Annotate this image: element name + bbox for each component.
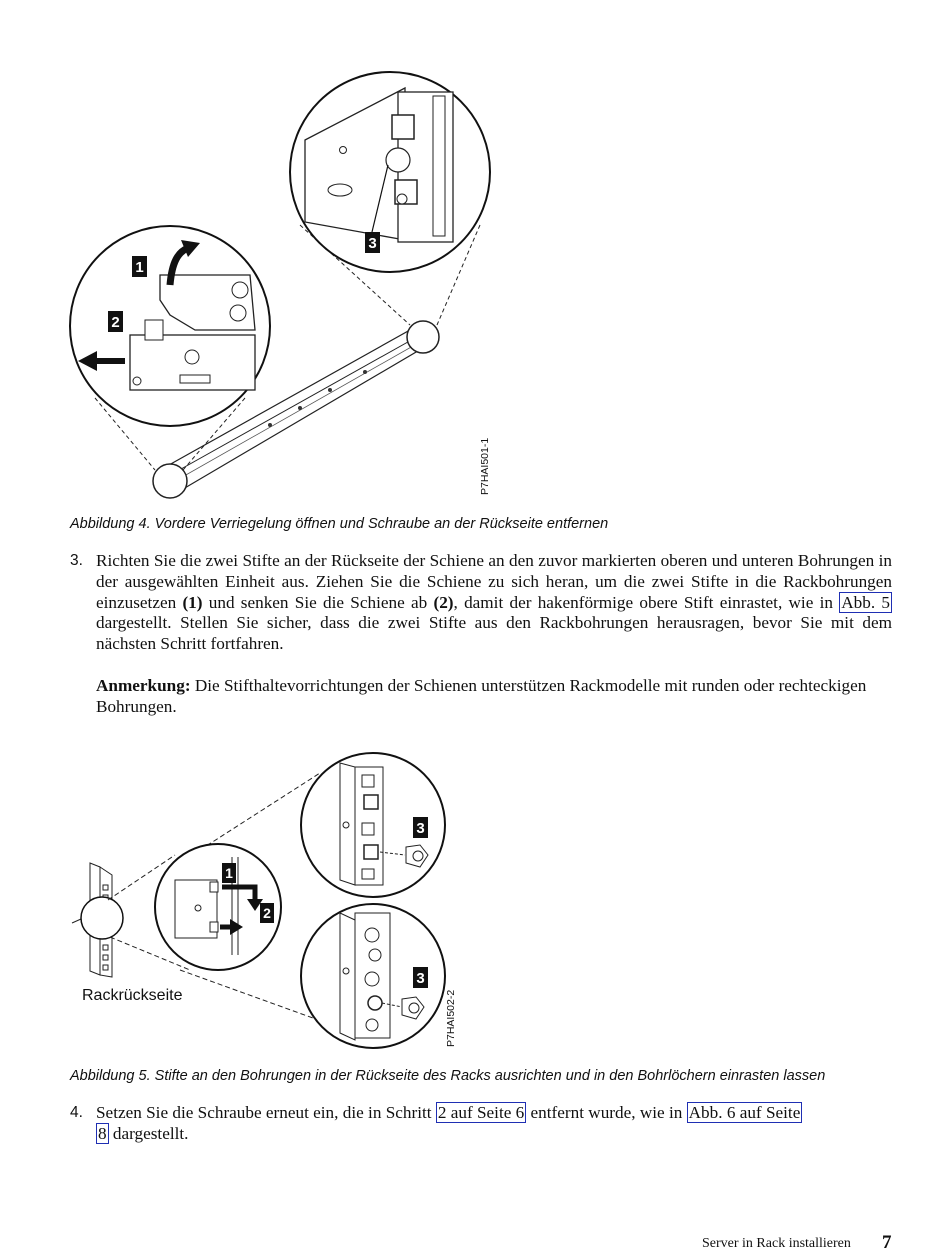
note-label: Anmerkung: [96,676,191,695]
step-4-text-part: entfernt wurde, wie in [526,1103,687,1122]
step-3-bold-2: (2) [433,592,454,612]
link-figure-6-page-8[interactable]: Abb. 6 auf Seite [688,1103,801,1122]
step-3-text [96,551,892,655]
page-number: 7 [882,1232,892,1253]
zoom-circle-front-latch [70,226,270,426]
figure-5-illustration [0,745,950,1060]
note-text: Die Stifthaltevorrichtungen der Schienen unterstützen Rackmodelle mit runden oder rechteckigen Bohrungen. [96,676,867,716]
footer-section-title: Server in Rack installieren [702,1236,851,1251]
callout-2-label [108,311,123,332]
svg-text:2: 2 [263,905,271,921]
callout-3-label-upper [413,817,428,838]
svg-text:2: 2 [111,314,120,331]
note [96,676,886,718]
step-3-text-part: Richten Sie die zwei Stifte an der Rückseite der Schiene an den zuvor markierten oberen und unteren Bohrungen in der ausgewählten Einheit aus. Ziehen Sie die Schiene zu sich heran, um die zwei Stifte in die Rackbohrungen einzusetzen [96,551,892,612]
link-figure-5[interactable]: Abb. 5 [841,592,890,612]
figure-4-illustration [0,0,950,510]
link-figure-6-page-8-cont[interactable]: 8 [98,1123,107,1143]
figure-5-caption: Abbildung 5. Stifte an den Bohrungen in der Rückseite des Racks ausrichten und in den Bohrlöchern einrasten lassen [70,1068,826,1084]
figure-4-caption: Abbildung 4. Vordere Verriegelung öffnen und Schraube an der Rückseite entfernen [70,516,609,532]
step-3-number: 3. [70,552,83,569]
step-3-bold-1: (1) [182,592,203,612]
step-3-text-part: dargestellt. Stellen Sie sicher, dass die zwei Stifte aus den Rackbohrungen herausragen, bevor Sie mit dem nächsten Schritt fortfahren. [96,613,892,654]
callout-3-label-lower [413,967,428,988]
zoom-circle-rear-small [407,321,439,353]
svg-text:3: 3 [368,235,377,252]
rack-rear-label: Rackrückseite [82,987,183,1004]
callout-3-label [365,232,380,253]
figure-4-id: P7HAI501-1 [479,437,491,495]
step-3-text-part: , damit der hakenförmige obere Stift einrastet, wie in [453,592,840,612]
callout-1-label [132,256,147,277]
svg-text:3: 3 [416,820,425,837]
callout-1-label [222,863,236,883]
step-4-text-part: Setzen Sie die Schraube erneut ein, die in Schritt [96,1103,436,1122]
figure-5-id: P7HAI502-2 [445,989,457,1047]
step-4-number: 4. [70,1104,83,1121]
link-step-2-page-6[interactable]: 2 auf Seite 6 [437,1103,525,1122]
step-4-text-part: dargestellt. [108,1123,189,1143]
svg-text:1: 1 [225,865,233,881]
svg-text:1: 1 [135,259,144,276]
step-3-text-part: und senken Sie die Schiene ab [202,592,434,612]
zoom-circle-rear-screw [290,72,490,272]
zoom-circle-rack-small [81,897,123,939]
callout-2-label [260,903,274,923]
zoom-circle-front-small [153,464,187,498]
svg-text:3: 3 [416,970,425,987]
step-4-text [96,1103,892,1145]
